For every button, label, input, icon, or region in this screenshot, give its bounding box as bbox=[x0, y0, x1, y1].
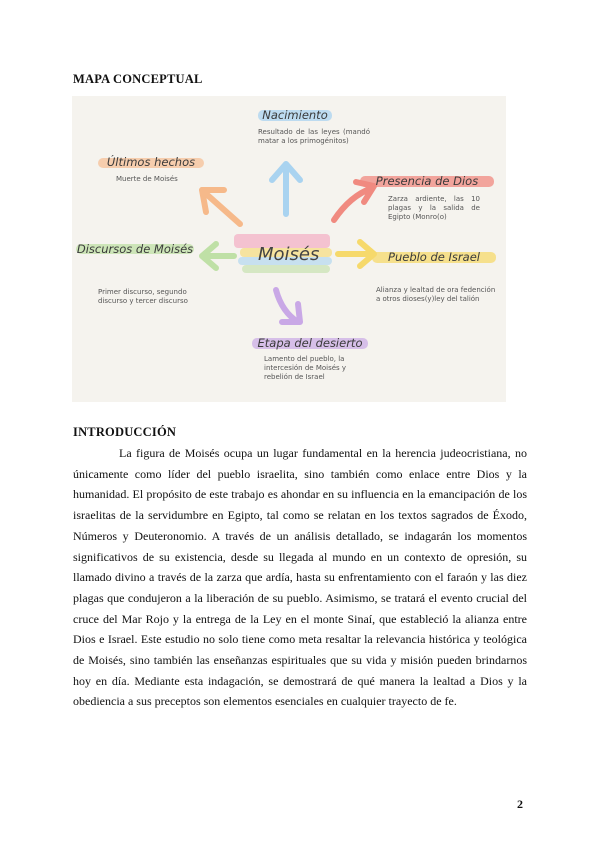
node-desc-presencia: Zarza ardiente, las 10 plagas y la salida de Egipto (Monro(o) bbox=[388, 195, 480, 221]
node-title-nacimiento: Nacimiento bbox=[262, 108, 328, 122]
section-heading-map: MAPA CONCEPTUAL bbox=[73, 72, 203, 86]
arrow-to-nacimiento bbox=[272, 164, 300, 214]
node-desc-desierto: Lamento del pueblo, la intercesión de Moisés y rebelión de Israel bbox=[264, 355, 347, 381]
arrow-to-desierto bbox=[276, 290, 300, 322]
node-title-discursos: Discursos de Moisés bbox=[76, 242, 194, 256]
arrow-to-pueblo bbox=[338, 242, 374, 266]
node-desc-discursos: Primer discurso, segundo discurso y tercer discurso bbox=[98, 288, 188, 305]
node-title-pueblo: Pueblo de Israel bbox=[388, 250, 480, 264]
arrow-to-ultimos bbox=[202, 190, 240, 224]
center-node-moises: Moisés bbox=[258, 244, 320, 265]
arrow-to-discursos bbox=[202, 244, 234, 268]
section-heading-intro: INTRODUCCIÓN bbox=[73, 425, 177, 439]
node-desc-pueblo: Alianza y lealtad de ora fedención a otros dioses(y)ley del talión bbox=[376, 286, 496, 303]
intro-paragraph: La figura de Moisés ocupa un lugar fundamental en la herencia judeocristiana, no únicamente como líder del pueblo israelita, sino también como enlace entre Dios y la humanidad. El propósito de este trabajo es ahondar en su influencia en la emancipación de los israelitas de la servidumbre en Egipto, tal como se relatan en los textos sagrados de Éxodo, Números y Deuteronomio. A través de un análisis detallado, se indagarán los momentos significativos de su existencia, desde su llegada al mundo en un contexto de opresión, su llamado divino a través de la zarza que ardía, hasta su enfrentamiento con el faraón y las diez plagas que condujeron a la liberación de su pueblo. Asimismo, se tratará el evento crucial del cruce del Mar Rojo y la entrega de la Ley en el monte Sinaí, que estableció la alianza entre Dios e Israel. Este estudio no solo tiene como meta resaltar la relevancia histórica y teológica de Moisés, sino también las enseñanzas espirituales que su vida y misión pueden brindarnos hoy en día. Mediante esta indagación, se demostrará de qué manera la lealtad a Dios y la obediencia a sus preceptos son elementos esenciales en cualquier trayecto de fe. bbox=[73, 446, 527, 709]
concept-map bbox=[72, 96, 506, 402]
center-swatch-green bbox=[242, 265, 330, 273]
node-title-presencia: Presencia de Dios bbox=[375, 174, 479, 188]
node-title-ultimos: Últimos hechos bbox=[106, 155, 196, 169]
node-desc-ultimos: Muerte de Moisés bbox=[116, 175, 178, 183]
node-desc-nacimiento: Resultado de las leyes (mandó matar a los primogénitos) bbox=[258, 128, 370, 145]
node-title-desierto: Etapa del desierto bbox=[257, 336, 363, 350]
page-number: 2 bbox=[517, 797, 523, 811]
